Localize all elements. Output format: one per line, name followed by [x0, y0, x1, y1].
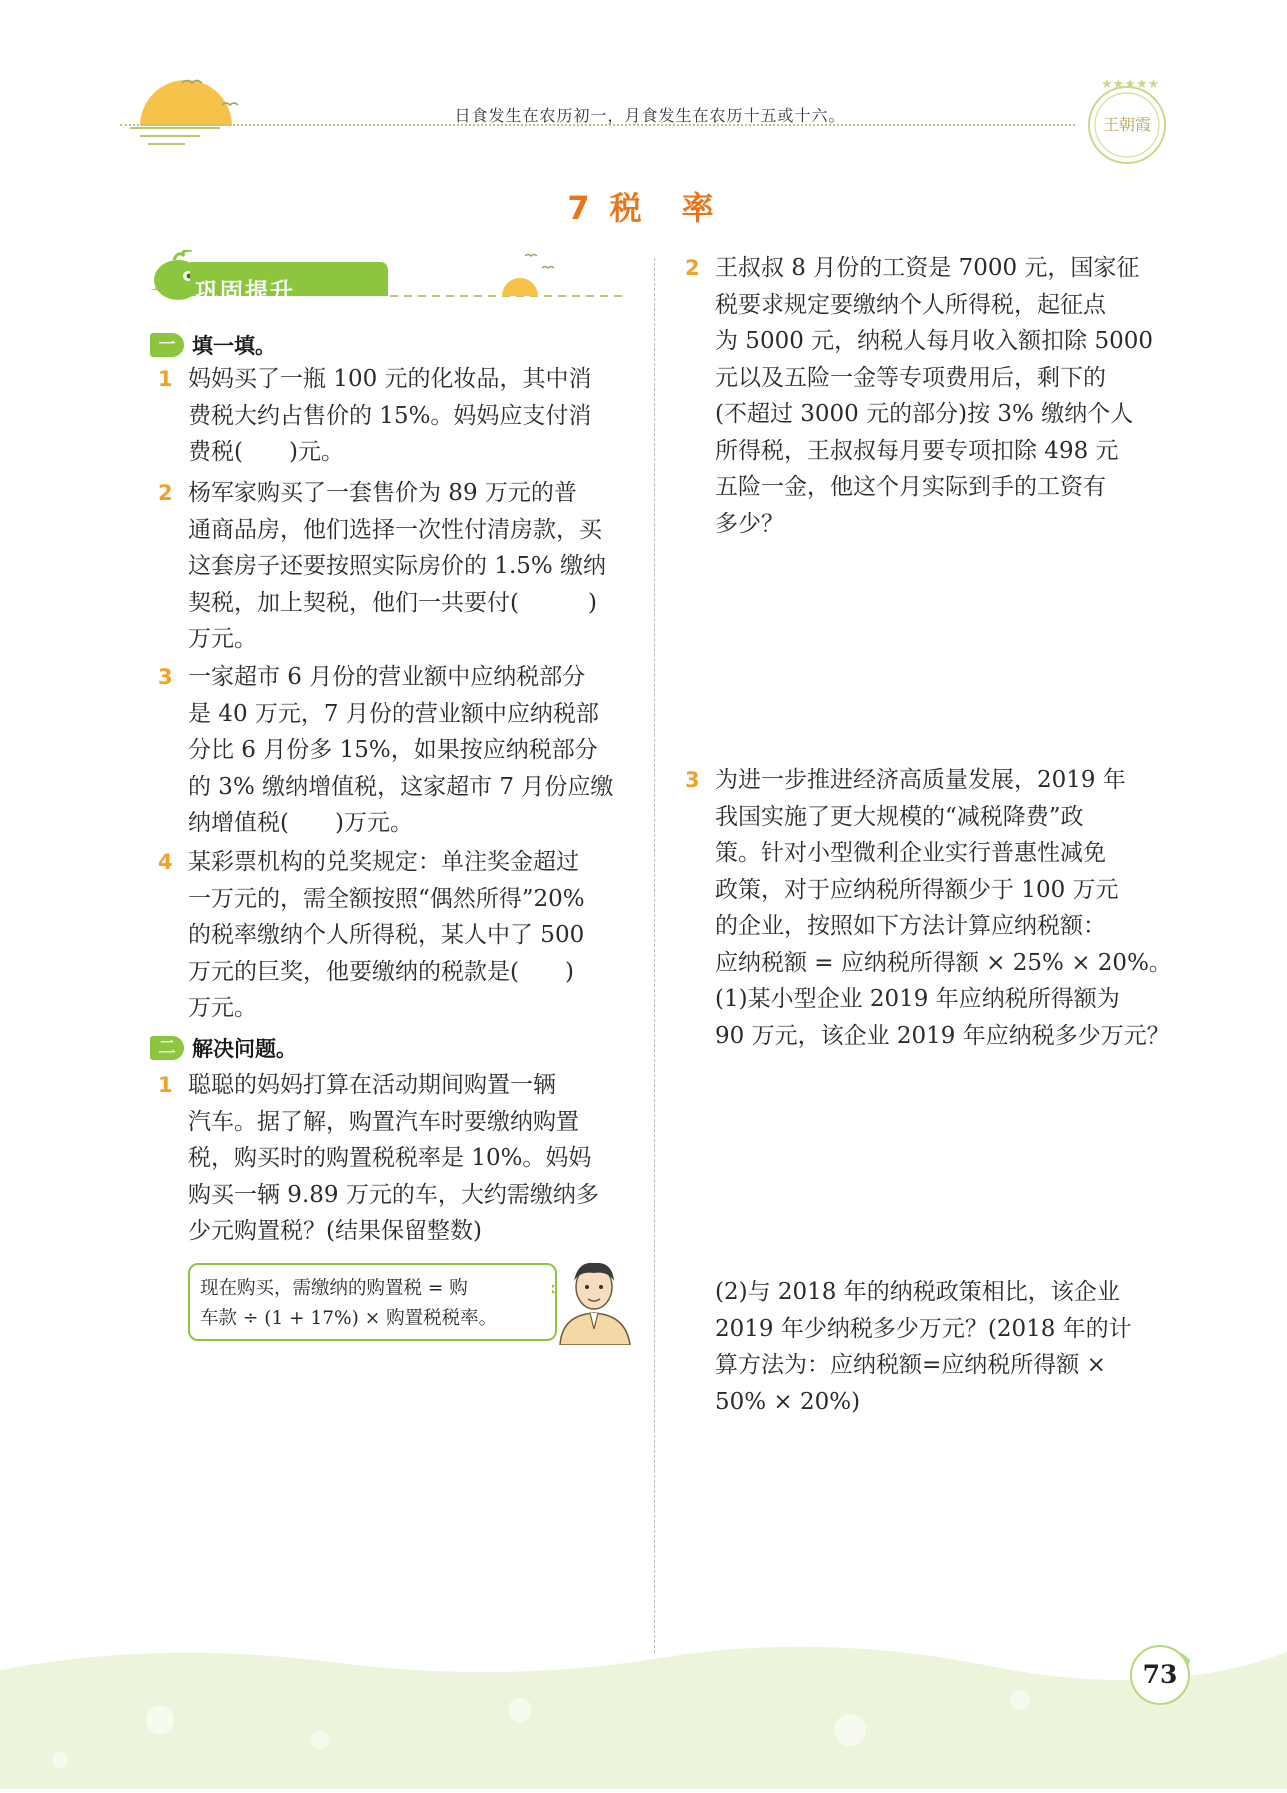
- part2-title: 解决问题。: [192, 1037, 297, 1061]
- part1-badge: 一: [150, 333, 184, 357]
- solve-question-2: 2 王叔叔 8 月份的工资是 7000 元，国家征 税要求规定要缴纳个人所得税，起征点 为 5000 元，纳税人每月收入额扣除 5000 元以及五险一金等专项费用后，剩下的 (不超过 3000 元的部分)按 3% 缴纳个人 所得税，王叔叔每月要专项扣除 498 元 五险一金，他这个月实际到手的工资有 多少？: [685, 255, 1153, 537]
- part1-title: 填一填。: [192, 334, 276, 358]
- fill-question-4: 4 某彩票机构的兑奖规定：单注奖金超过 一万元的，需全额按照“偶然所得”20% 的税率缴纳个人所得税，某人中了 500 万元的巨奖，他要缴纳的税款是( ) 万元。: [158, 849, 585, 1021]
- footer-decoration: [0, 1640, 1287, 1789]
- fill-question-3: 3 一家超市 6 月份的营业额中应纳税部分 是 40 万元，7 月份的营业额中应纳税部 分比 6 月份多 15%，如果按应纳税部分 的 3% 缴纳增值税，这家超市 7 月份应缴 纳增值税( )万元。: [158, 664, 614, 836]
- section-banner-label: 巩固提升: [195, 279, 295, 305]
- part2-badge: 二: [150, 1036, 184, 1060]
- fill-question-1: 1 妈妈买了一瓶 100 元的化妆品，其中消 费税大约占售价的 15%。妈妈应支付消 费税( )元。: [158, 366, 592, 465]
- part1-header: [150, 330, 276, 356]
- column-divider: [654, 258, 655, 1653]
- page-number: 73: [1130, 1645, 1190, 1705]
- fill-question-2: 2 杨军家购买了一套售价为 89 万元的普 通商品房，他们选择一次性付清房款，买 这套房子还要按照实际房价的 1.5% 缴纳 契税，加上契税，他们一共要付( ) 万元。: [158, 480, 607, 652]
- solve-question-1: 1 聪聪的妈妈打算在活动期间购置一辆 汽车。据了解，购置汽车时要缴纳购置 税，购买时的购置税税率是 10%。妈妈 购买一辆 9.89 万元的车，大约需缴纳多 少元购置税？(结果保留整数): [158, 1072, 599, 1244]
- part2-header: [150, 1033, 297, 1059]
- solve-question-3-part-2: (2)与 2018 年的纳税政策相比，该企业 2019 年少纳税多少万元？(2018 年的计 算方法为：应纳税额=应纳税所得额 × 50% × 20%): [715, 1279, 1132, 1415]
- publisher-logo: [1075, 70, 1175, 170]
- svg-text:★★★★★: ★★★★★: [1101, 77, 1160, 92]
- solve-question-3: 3 为进一步推进经济高质量发展，2019 年 我国实施了更大规模的“减税降费”政 策。针对小型微利企业实行普惠性减免 政策，对于应纳税所得额少于 100 万元 的企业，按照如下方法计算应纳税额： 应纳税额 = 应纳税所得额 × 25% × 20%。 (1)某小型企业 2019 年应纳税所得额为 90 万元，该企业 2019 年应纳税多少万元？: [685, 767, 1172, 1049]
- sun-icon: [130, 70, 250, 160]
- header-tip: 日食发生在农历初一，月食发生在农历十五或十六。: [454, 106, 846, 125]
- svg-text:王朝霞: 王朝霞: [1102, 115, 1152, 134]
- hint-text: 现在购买，需缴纳的购置税 = 购 车款 ÷ (1 + 17%) × 购置税税率。: [200, 1278, 498, 1329]
- page-title: 7 税率: [567, 189, 720, 227]
- teacher-illustration: [552, 1255, 637, 1345]
